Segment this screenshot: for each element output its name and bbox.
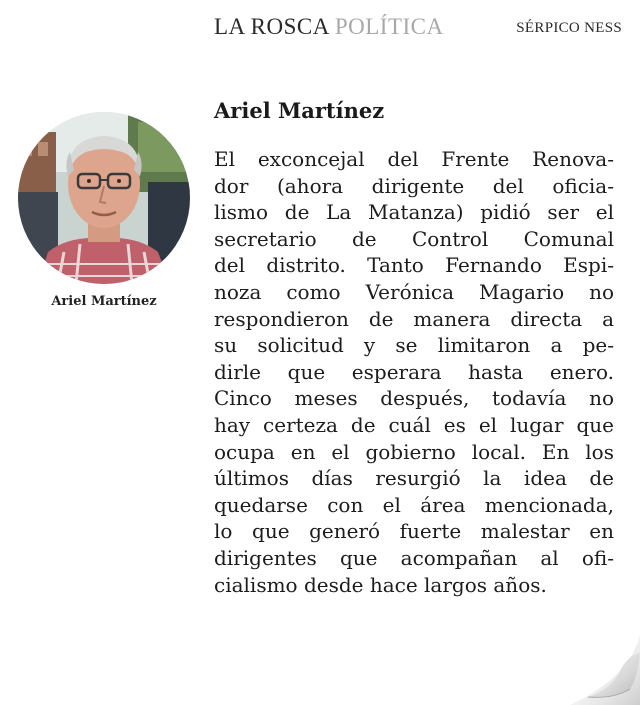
body-line: lo que generó fuerte malestar en [214, 519, 614, 544]
body-line: dirle que esperara hasta enero. [214, 359, 614, 384]
body-line: Cinco meses después, todavía no [214, 386, 614, 411]
body-line: últimos días resurgió la idea de [214, 466, 614, 491]
body-line: secretario de Control Comunal [214, 226, 614, 251]
body-line: El exconcejal del Frente Renova- [214, 147, 614, 171]
article-body [214, 146, 614, 598]
body-line: cialismo desde hace largos años. [214, 572, 547, 597]
top-bar [0, 0, 640, 60]
profile-photo [18, 112, 190, 284]
section-name: POLÍTICA [334, 14, 444, 39]
author-byline: SÉRPICO NESS [516, 20, 622, 36]
body-line: su solicitud y se limitaron a pe- [214, 333, 614, 358]
body-line: del distrito. Tanto Fernando Espi- [214, 253, 614, 278]
body-line: noza como Verónica Magario no [214, 279, 614, 304]
photo-caption: Ariel Martínez [51, 294, 157, 309]
body-line: respondieron de manera directa a [214, 306, 614, 331]
body-line: dor (ahora dirigente del oficia- [214, 173, 614, 198]
section-title [214, 14, 444, 40]
page-curl [530, 595, 640, 705]
body-line: lismo de La Matanza) pidió ser el [214, 200, 614, 225]
brand-name: LA ROSCA [214, 14, 329, 39]
body-line: ocupa en el gobierno local. En los [214, 439, 614, 464]
article-heading: Ariel Martínez [214, 98, 385, 123]
portrait-illustration [18, 112, 190, 284]
body-line: dirigentes que acompañan al ofi- [214, 545, 614, 570]
body-line: quedarse con el área mencionada, [214, 492, 614, 517]
body-line: hay certeza de cuál es el lugar que [214, 412, 614, 437]
